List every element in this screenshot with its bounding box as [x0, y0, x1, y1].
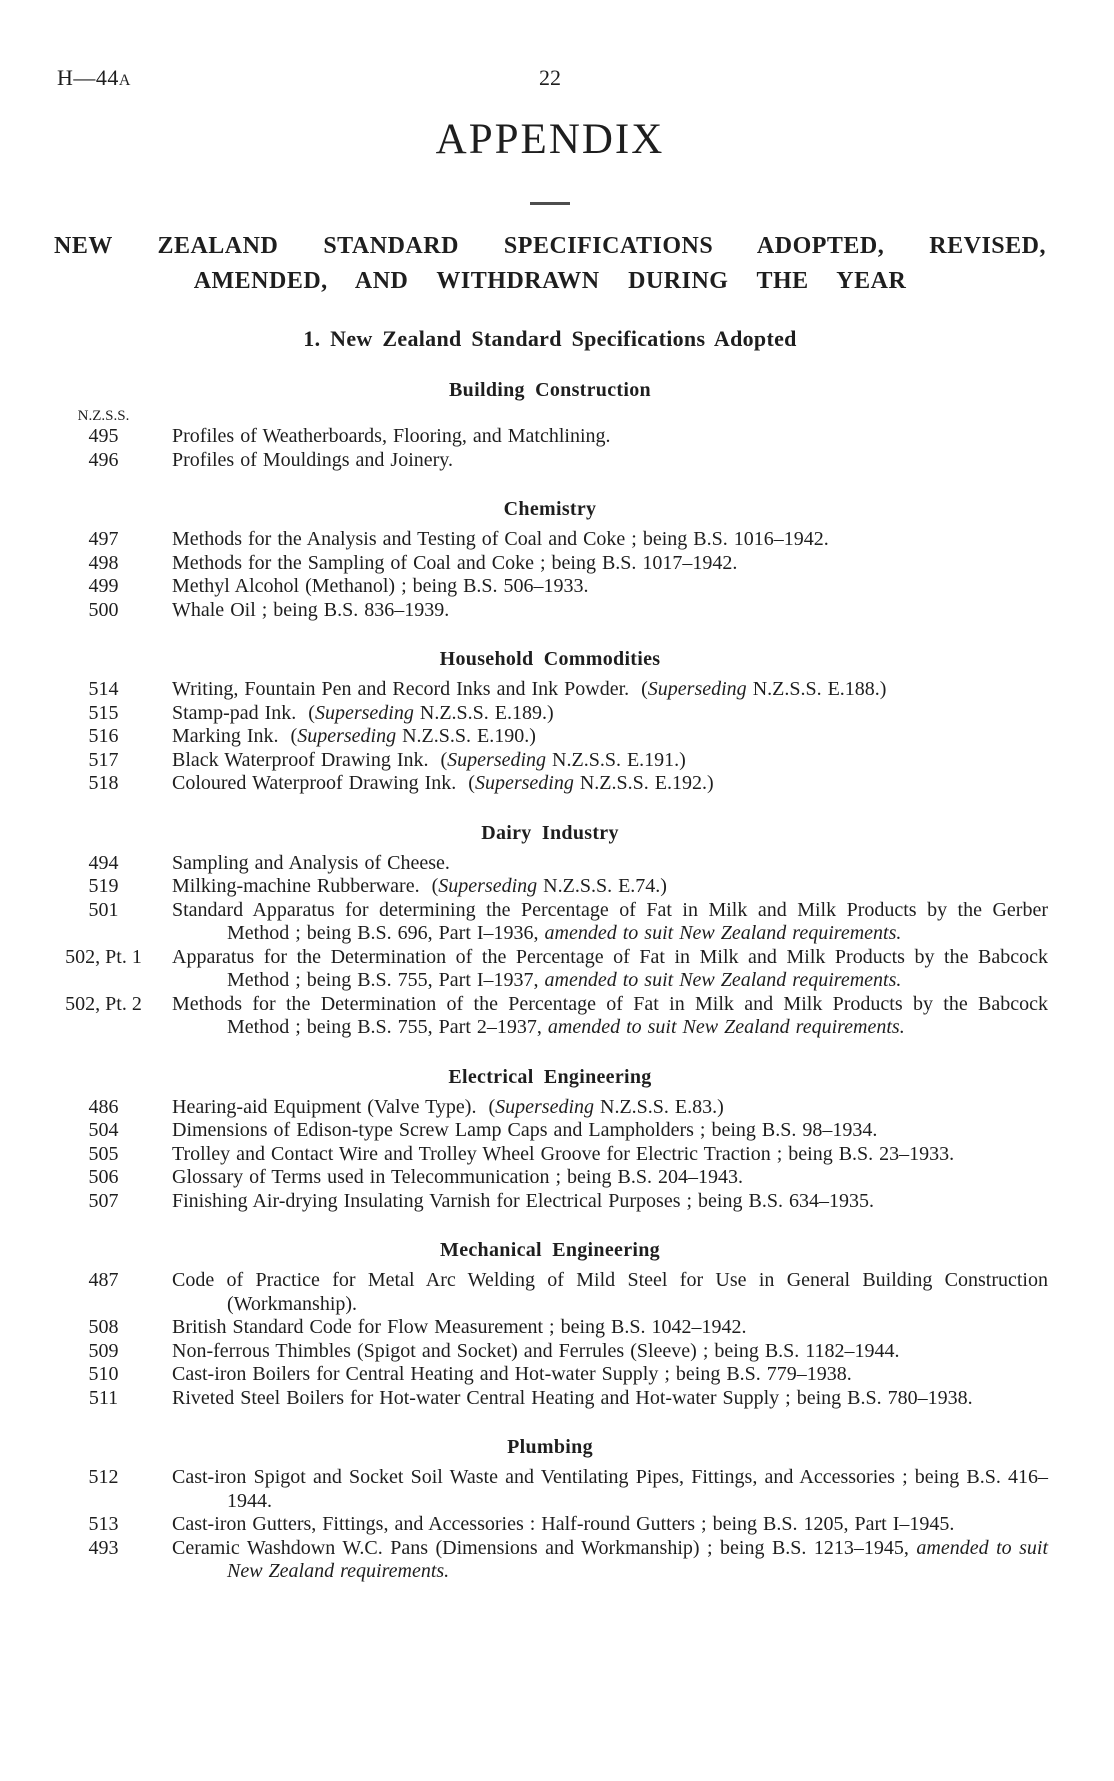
- spec-text: [172, 1269, 1048, 1316]
- section-heading: Chemistry: [503, 498, 597, 520]
- spec-text-segment: Methods for the Sampling of Coal and Coke ; being B.S. 1017–1942.: [172, 551, 738, 574]
- adopted-section-title: 1. New Zealand Standard Specifications Adopted: [303, 326, 797, 351]
- spec-text-segment: Milking-machine Rubberware. (: [172, 875, 439, 897]
- spec-number: 497: [88, 528, 119, 550]
- spec-text-italic-segment: amended to suit New Zealand requirements.: [544, 922, 902, 944]
- spec-number: 501: [88, 898, 119, 921]
- spec-number: 494: [88, 851, 119, 874]
- spec-number: 487: [88, 1269, 119, 1291]
- spec-number: 499: [88, 575, 119, 597]
- spec-text-segment: Black Waterproof Drawing Ink. (: [172, 748, 448, 771]
- spec-text: [172, 449, 1048, 473]
- spec-text-italic-segment: Superseding: [495, 1095, 595, 1118]
- spec-number: 505: [88, 1142, 119, 1165]
- spec-item: [52, 1363, 1048, 1387]
- spec-number: 517: [88, 748, 119, 771]
- spec-item: [52, 1143, 1048, 1167]
- spec-text: [172, 1190, 1048, 1214]
- spec-text: [172, 772, 1048, 796]
- spec-item: [52, 1119, 1048, 1143]
- spec-text-italic-segment: amended to suit New Zealand requirements.: [547, 1016, 905, 1038]
- main-title-line-2: AMENDED, AND WITHDRAWN DURING THE YEAR: [193, 268, 907, 294]
- spec-text: [172, 875, 1048, 899]
- spec-text-segment: Methods for the Analysis and Testing of Coal and Coke ; being B.S. 1016–1942.: [172, 528, 829, 550]
- section-heading: Plumbing: [507, 1436, 593, 1458]
- main-title: [54, 229, 1046, 299]
- spec-item: [52, 678, 1048, 702]
- spec-number: 500: [88, 598, 119, 621]
- spec-text-segment: N.Z.S.S. E.191.): [546, 748, 686, 771]
- spec-item: [52, 552, 1048, 576]
- spec-text-italic-segment: Superseding: [438, 875, 538, 897]
- spec-number: 496: [88, 448, 119, 471]
- spec-item: [52, 1537, 1048, 1584]
- spec-number: 508: [88, 1316, 119, 1338]
- section-heading: Electrical Engineering: [448, 1065, 652, 1088]
- spec-text-italic-segment: Superseding: [474, 772, 574, 794]
- spec-number: 486: [88, 1095, 119, 1118]
- spec-text-segment: Riveted Steel Boilers for Hot-water Central Heating and Hot-water Supply ; being B.S. 780–1938.: [172, 1386, 973, 1409]
- spec-text-segment: N.Z.S.S. E.192.): [573, 772, 714, 794]
- spec-text: [172, 1166, 1048, 1190]
- spec-number: 506: [88, 1166, 119, 1188]
- spec-item: [52, 449, 1048, 473]
- spec-text: [172, 1119, 1048, 1143]
- spec-number: 502, Pt. 1: [65, 945, 142, 968]
- doc-reference: [57, 64, 131, 95]
- spec-item: [52, 575, 1048, 599]
- doc-reference-main: H—44: [57, 65, 119, 90]
- spec-text-segment: N.Z.S.S. E.74.): [537, 875, 667, 897]
- spec-text-segment: Standard Apparatus for determining the Percentage of Fat in Milk and Milk Products by the Gerber Method ; being B.S. 696, Part I–1936,: [172, 898, 1048, 944]
- spec-item: [52, 528, 1048, 552]
- spec-text: [172, 552, 1048, 576]
- spec-item: [52, 1340, 1048, 1364]
- section-heading: Building Construction: [449, 379, 651, 401]
- section-electrical-engineering: [52, 1064, 1048, 1214]
- spec-text-italic-segment: Superseding: [447, 748, 547, 771]
- spec-number: 498: [88, 551, 119, 574]
- spec-text-segment: Profiles of Weatherboards, Flooring, and Matchlining.: [172, 425, 611, 447]
- appendix-title: APPENDIX: [435, 116, 665, 163]
- spec-text-segment: Sampling and Analysis of Cheese.: [172, 851, 450, 874]
- spec-text: [172, 1466, 1048, 1513]
- spec-item: [52, 1316, 1048, 1340]
- section-household-commodities: [52, 646, 1048, 796]
- spec-text: [172, 528, 1048, 552]
- spec-text-segment: Coloured Waterproof Drawing Ink. (: [172, 772, 475, 794]
- nzss-column-label: N.Z.S.S.: [77, 408, 130, 424]
- spec-text: [172, 1340, 1048, 1364]
- section-dairy-industry: [52, 820, 1048, 1040]
- spec-item: [52, 875, 1048, 899]
- section-heading: Household Commodities: [439, 648, 661, 670]
- spec-number: 514: [88, 678, 119, 700]
- spec-item: [52, 702, 1048, 726]
- spec-number: 502, Pt. 2: [65, 992, 142, 1015]
- spec-text-segment: Ceramic Washdown W.C. Pans (Dimensions and Workmanship) ; being B.S. 1213–1945,: [172, 1536, 917, 1559]
- spec-text-segment: N.Z.S.S. E.189.): [413, 701, 554, 724]
- spec-text: [172, 749, 1048, 773]
- spec-text-italic-segment: Superseding: [647, 678, 747, 700]
- spec-text: [172, 1316, 1048, 1340]
- spec-text-segment: Trolley and Contact Wire and Trolley Wheel Groove for Electric Traction ; being B.S. 23–1933.: [172, 1142, 955, 1165]
- spec-text: [172, 1513, 1048, 1537]
- spec-text-segment: Apparatus for the Determination of the Percentage of Fat in Milk and Milk Products by the Babcock Method ; being B.S. 755, Part I–1937,: [172, 945, 1048, 991]
- title-divider: [530, 202, 570, 205]
- main-title-line-1: NEW ZEALAND STANDARD SPECIFICATIONS ADOPTED, REVISED,: [54, 233, 1046, 259]
- spec-item: [52, 1513, 1048, 1537]
- spec-number: 516: [88, 725, 119, 747]
- spec-item: [52, 749, 1048, 773]
- spec-number: 493: [88, 1536, 119, 1559]
- spec-text-segment: Whale Oil ; being B.S. 836–1939.: [172, 598, 450, 621]
- spec-item: [52, 1190, 1048, 1214]
- spec-text-segment: Finishing Air-drying Insulating Varnish for Electrical Purposes ; being B.S. 634–1935.: [172, 1189, 874, 1212]
- spec-number: 495: [88, 425, 119, 447]
- spec-text-segment: Dimensions of Edison-type Screw Lamp Caps and Lampholders ; being B.S. 98–1934.: [172, 1119, 878, 1141]
- section-building-construction: [52, 377, 1048, 472]
- spec-text: [172, 899, 1048, 946]
- spec-item: [52, 946, 1048, 993]
- spec-item: [52, 725, 1048, 749]
- spec-number: 515: [88, 701, 119, 724]
- spec-item: [52, 599, 1048, 623]
- spec-text: [172, 725, 1048, 749]
- spec-item: [52, 772, 1048, 796]
- spec-text: [172, 946, 1048, 993]
- spec-text: [172, 1363, 1048, 1387]
- specifications-sections: [52, 377, 1048, 1584]
- spec-text-segment: N.Z.S.S. E.83.): [594, 1095, 724, 1118]
- spec-item: [52, 1466, 1048, 1513]
- spec-number: 507: [88, 1189, 119, 1212]
- spec-text: [172, 1387, 1048, 1411]
- spec-text-italic-segment: Superseding: [314, 701, 414, 724]
- spec-number: 510: [88, 1363, 119, 1385]
- spec-text: [172, 575, 1048, 599]
- doc-reference-suffix: A: [118, 72, 131, 89]
- spec-text-segment: Marking Ink. (: [172, 725, 298, 747]
- spec-text-segment: Methods for the Determination of the Percentage of Fat in Milk and Milk Products by the Babcock Method ; being B.S. 755, Part 2–1937,: [172, 992, 1048, 1038]
- spec-number: 518: [88, 772, 119, 794]
- page-number: 22: [539, 65, 561, 90]
- spec-number: 513: [88, 1513, 119, 1535]
- spec-number: 509: [88, 1339, 119, 1362]
- spec-text-italic-segment: Superseding: [297, 725, 397, 747]
- spec-item: [52, 993, 1048, 1040]
- spec-text-segment: Cast-iron Spigot and Socket Soil Waste and Ventilating Pipes, Fittings, and Accessories ; being B.S. 416–1944.: [172, 1466, 1048, 1512]
- spec-text: [172, 702, 1048, 726]
- spec-item: [52, 1166, 1048, 1190]
- spec-text-segment: Code of Practice for Metal Arc Welding of Mild Steel for Use in General Building Construction (Workmanship).: [172, 1269, 1048, 1315]
- spec-number: 512: [88, 1466, 119, 1488]
- spec-text-segment: British Standard Code for Flow Measurement ; being B.S. 1042–1942.: [172, 1316, 747, 1338]
- spec-text-segment: Hearing-aid Equipment (Valve Type). (: [172, 1095, 496, 1118]
- spec-text-segment: Cast-iron Gutters, Fittings, and Accessories : Half-round Gutters ; being B.S. 1205, Part I–1945.: [172, 1513, 955, 1535]
- spec-text: [172, 1537, 1048, 1584]
- spec-text-italic-segment: amended to suit New Zealand requirements.: [544, 969, 902, 991]
- spec-item: [52, 852, 1048, 876]
- spec-text: [172, 599, 1048, 623]
- section-chemistry: [52, 496, 1048, 622]
- spec-item: [52, 1269, 1048, 1316]
- spec-text-segment: Glossary of Terms used in Telecommunication ; being B.S. 204–1943.: [172, 1166, 743, 1188]
- spec-text-italic-segment: amended to suit New Zealand requirements.: [227, 1536, 1048, 1582]
- spec-number: 504: [88, 1119, 119, 1141]
- section-heading: Mechanical Engineering: [440, 1239, 660, 1261]
- section-mechanical-engineering: [52, 1237, 1048, 1410]
- page-header: [52, 64, 1048, 92]
- spec-number: 519: [88, 875, 119, 897]
- spec-item: [52, 1387, 1048, 1411]
- spec-item: [52, 1096, 1048, 1120]
- spec-text: [172, 425, 1048, 449]
- spec-text-segment: Writing, Fountain Pen and Record Inks and Ink Powder. (: [172, 678, 648, 700]
- spec-text: [172, 678, 1048, 702]
- spec-text-segment: Cast-iron Boilers for Central Heating and Hot-water Supply ; being B.S. 779–1938.: [172, 1363, 852, 1385]
- section-plumbing: [52, 1434, 1048, 1584]
- spec-text-segment: Methyl Alcohol (Methanol) ; being B.S. 506–1933.: [172, 575, 589, 597]
- spec-text-segment: Stamp-pad Ink. (: [172, 701, 315, 724]
- spec-text-segment: Profiles of Mouldings and Joinery.: [172, 448, 454, 471]
- spec-text-segment: N.Z.S.S. E.188.): [746, 678, 887, 700]
- spec-text-segment: Non-ferrous Thimbles (Spigot and Socket) and Ferrules (Sleeve) ; being B.S. 1182–1944.: [172, 1339, 900, 1362]
- spec-item: [52, 425, 1048, 449]
- spec-number: 511: [88, 1386, 119, 1409]
- spec-text: [172, 993, 1048, 1040]
- spec-item: [52, 899, 1048, 946]
- spec-text: [172, 1096, 1048, 1120]
- spec-text: [172, 1143, 1048, 1167]
- spec-text: [172, 852, 1048, 876]
- section-heading: Dairy Industry: [481, 821, 619, 844]
- spec-text-segment: N.Z.S.S. E.190.): [396, 725, 536, 747]
